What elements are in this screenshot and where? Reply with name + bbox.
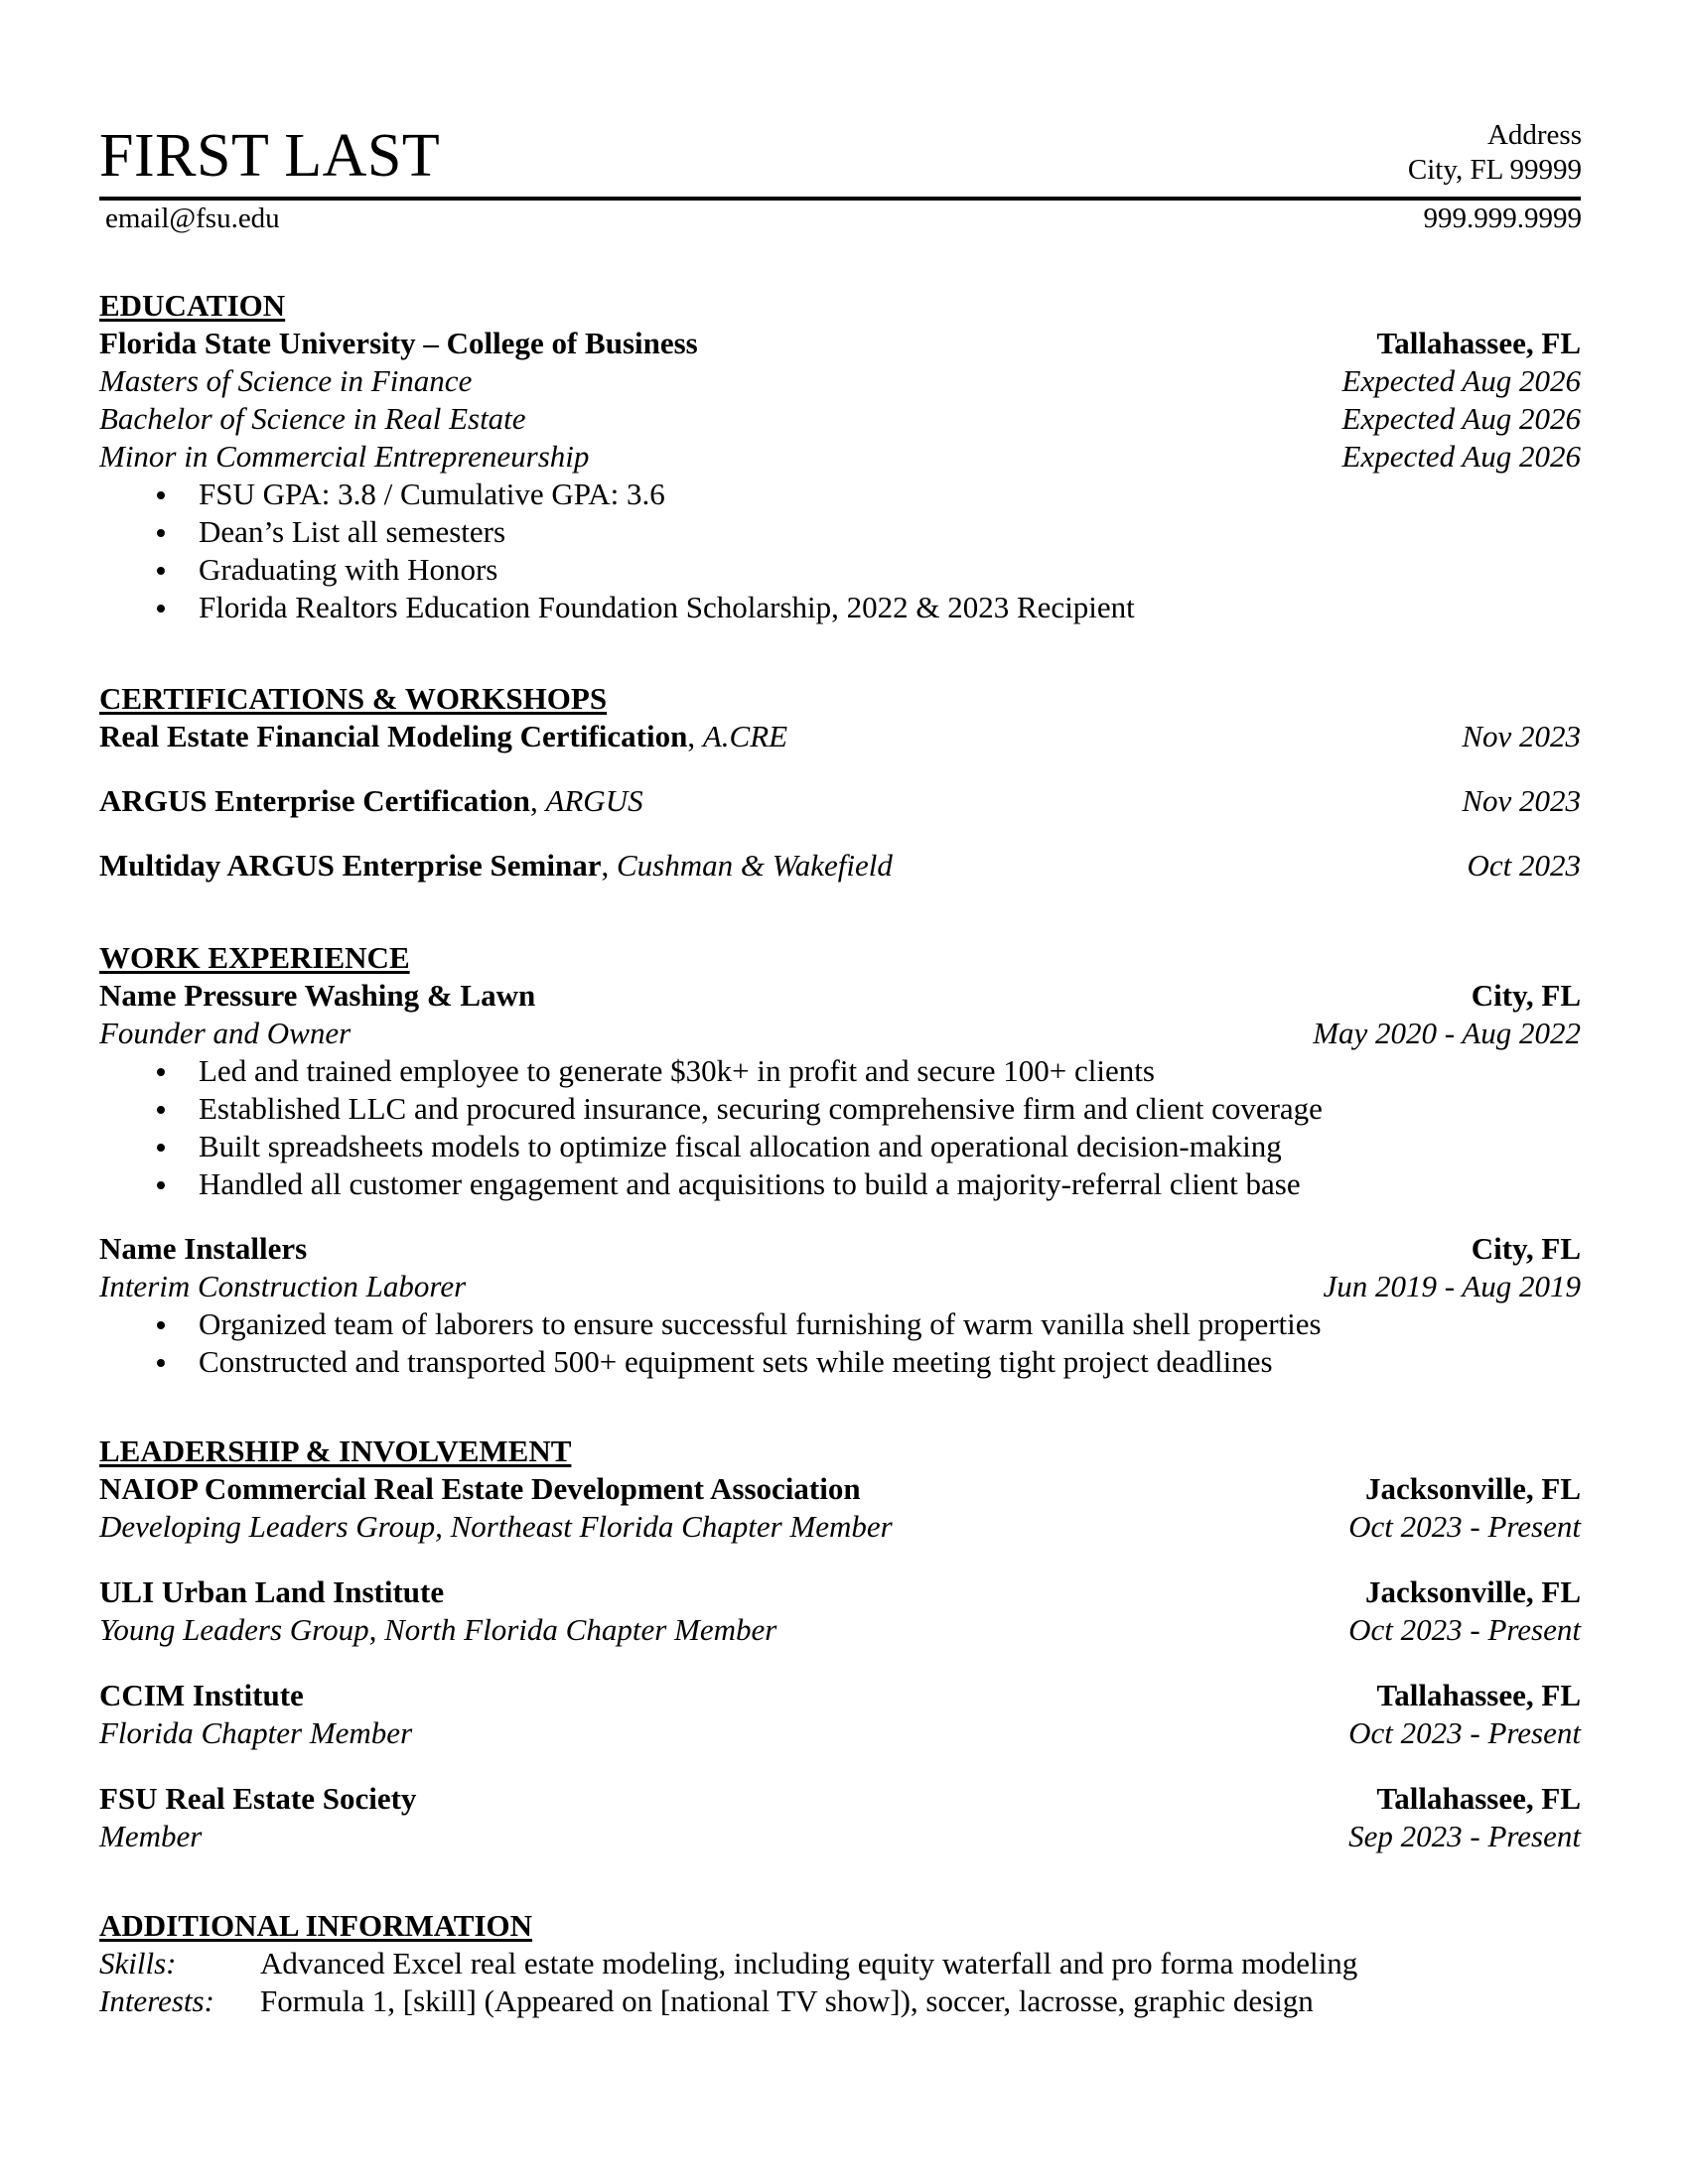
bullet-text: Handled all customer engagement and acquisitions to build a majority-referral client base — [199, 1166, 1301, 1201]
certification-issuer: ARGUS — [545, 783, 643, 818]
certification-row — [99, 718, 1581, 755]
separator: , — [601, 848, 617, 883]
bullet-icon — [157, 605, 165, 613]
job-role: Interim Construction Laborer — [99, 1269, 467, 1303]
bullet-text: Constructed and transported 500+ equipment sets while meeting tight project deadlines — [199, 1344, 1273, 1379]
bullet-icon — [157, 1359, 165, 1367]
degree-date: Expected Aug 2026 — [1341, 439, 1581, 474]
email[interactable]: email@fsu.edu — [105, 203, 280, 234]
certification-issuer: Cushman & Wakefield — [616, 848, 893, 883]
leadership-role-row — [99, 1818, 1581, 1855]
bullet-icon — [157, 529, 165, 537]
skills-value: Advanced Excel real estate modeling, including equity waterfall and pro forma modeling — [260, 1946, 1358, 1980]
leadership-org-row — [99, 1780, 1581, 1818]
interests-label: Interests: — [99, 1983, 214, 2018]
org-dates: Oct 2023 - Present — [1348, 1715, 1581, 1750]
skills-row — [99, 1945, 1581, 1982]
job-dates: May 2020 - Aug 2022 — [1313, 1016, 1581, 1050]
degree-row — [99, 400, 1581, 438]
interests-row — [99, 1982, 1581, 2020]
section-title-additional: ADDITIONAL INFORMATION — [99, 1908, 533, 1943]
org-role: Member — [99, 1819, 203, 1853]
section-title-education: EDUCATION — [99, 288, 286, 323]
bullet-text: Built spreadsheets models to optimize fiscal allocation and operational decision-making — [199, 1129, 1282, 1163]
leadership-role-row — [99, 1508, 1581, 1546]
bullet-icon — [157, 491, 165, 499]
certification-name: Multiday ARGUS Enterprise Seminar — [99, 848, 602, 883]
leadership-role-row — [99, 1611, 1581, 1649]
certification-issuer: A.CRE — [702, 719, 788, 753]
job-dates: Jun 2019 - Aug 2019 — [1323, 1269, 1581, 1303]
job-company: Name Pressure Washing & Lawn — [99, 978, 536, 1013]
job-company: Name Installers — [99, 1231, 308, 1266]
org-location: Jacksonville, FL — [1364, 1471, 1581, 1506]
skills-label: Skills: — [99, 1946, 177, 1980]
separator: , — [529, 783, 546, 818]
address-line-1: Address — [1486, 119, 1582, 151]
org-dates: Oct 2023 - Present — [1348, 1612, 1581, 1647]
leadership-role-row — [99, 1714, 1581, 1752]
degree-name: Bachelor of Science in Real Estate — [99, 401, 526, 436]
org-name: NAIOP Commercial Real Estate Development Association — [99, 1471, 861, 1506]
org-role: Florida Chapter Member — [99, 1715, 413, 1750]
bullet-text: Established LLC and procured insurance, securing comprehensive firm and client coverage — [199, 1091, 1323, 1126]
bullet-text: Florida Realtors Education Foundation Scholarship, 2022 & 2023 Recipient — [199, 590, 1135, 624]
certification-name: ARGUS Enterprise Certification — [99, 783, 530, 818]
bullet-icon — [157, 1321, 165, 1329]
job-role-row — [99, 1268, 1581, 1305]
bullet-text: Led and trained employee to generate $30k+ in profit and secure 100+ clients — [199, 1053, 1155, 1088]
degree-date: Expected Aug 2026 — [1341, 363, 1581, 398]
interests-value: Formula 1, [skill] (Appeared on [national TV show]), soccer, lacrosse, graphic design — [260, 1983, 1314, 2018]
job-role: Founder and Owner — [99, 1016, 352, 1050]
org-dates: Sep 2023 - Present — [1348, 1819, 1581, 1853]
bullet-icon — [157, 567, 165, 575]
bullet-text: Graduating with Honors — [199, 552, 498, 587]
job-role-row — [99, 1015, 1581, 1052]
degree-name: Masters of Science in Finance — [99, 363, 473, 398]
degree-date: Expected Aug 2026 — [1341, 401, 1581, 436]
degree-row — [99, 438, 1581, 476]
section-title-leadership: LEADERSHIP & INVOLVEMENT — [99, 1433, 572, 1468]
bullet-text: Dean’s List all semesters — [199, 514, 506, 549]
job-header-row — [99, 1230, 1581, 1268]
bullet-icon — [157, 1106, 165, 1114]
org-role: Young Leaders Group, North Florida Chapter Member — [99, 1612, 777, 1647]
address-line-2: City, FL 99999 — [1407, 154, 1582, 186]
education-school-row — [99, 325, 1581, 362]
separator: , — [687, 719, 703, 753]
bullet-icon — [157, 1144, 165, 1152]
org-dates: Oct 2023 - Present — [1348, 1509, 1581, 1544]
header-divider — [99, 197, 1581, 201]
org-name: CCIM Institute — [99, 1678, 304, 1712]
bullet-text: Organized team of laborers to ensure successful furnishing of warm vanilla shell properties — [199, 1306, 1322, 1341]
job-location: City, FL — [1471, 978, 1581, 1013]
org-name: FSU Real Estate Society — [99, 1781, 417, 1816]
certification-date: Nov 2023 — [1462, 719, 1581, 753]
degree-name: Minor in Commercial Entrepreneurship — [99, 439, 590, 474]
org-name: ULI Urban Land Institute — [99, 1574, 445, 1609]
phone: 999.999.9999 — [1423, 203, 1582, 234]
certification-row — [99, 847, 1581, 885]
org-role: Developing Leaders Group, Northeast Florida Chapter Member — [99, 1509, 893, 1544]
org-location: Jacksonville, FL — [1364, 1574, 1581, 1609]
org-location: Tallahassee, FL — [1376, 1678, 1581, 1712]
candidate-name: FIRST LAST — [99, 122, 441, 190]
certification-date: Nov 2023 — [1462, 783, 1581, 818]
leadership-org-row — [99, 1470, 1581, 1508]
school-name: Florida State University – College of Business — [99, 326, 698, 360]
section-title-work: WORK EXPERIENCE — [99, 940, 410, 975]
job-header-row — [99, 977, 1581, 1015]
certification-row — [99, 782, 1581, 820]
certification-date: Oct 2023 — [1467, 848, 1581, 883]
job-location: City, FL — [1471, 1231, 1581, 1266]
bullet-text: FSU GPA: 3.8 / Cumulative GPA: 3.6 — [199, 477, 665, 511]
certification-name: Real Estate Financial Modeling Certification — [99, 719, 688, 753]
bullet-icon — [157, 1068, 165, 1076]
section-title-certifications: CERTIFICATIONS & WORKSHOPS — [99, 681, 608, 716]
org-location: Tallahassee, FL — [1376, 1781, 1581, 1816]
degree-row — [99, 362, 1581, 400]
leadership-org-row — [99, 1677, 1581, 1714]
leadership-org-row — [99, 1573, 1581, 1611]
bullet-icon — [157, 1181, 165, 1189]
school-location: Tallahassee, FL — [1376, 326, 1581, 360]
